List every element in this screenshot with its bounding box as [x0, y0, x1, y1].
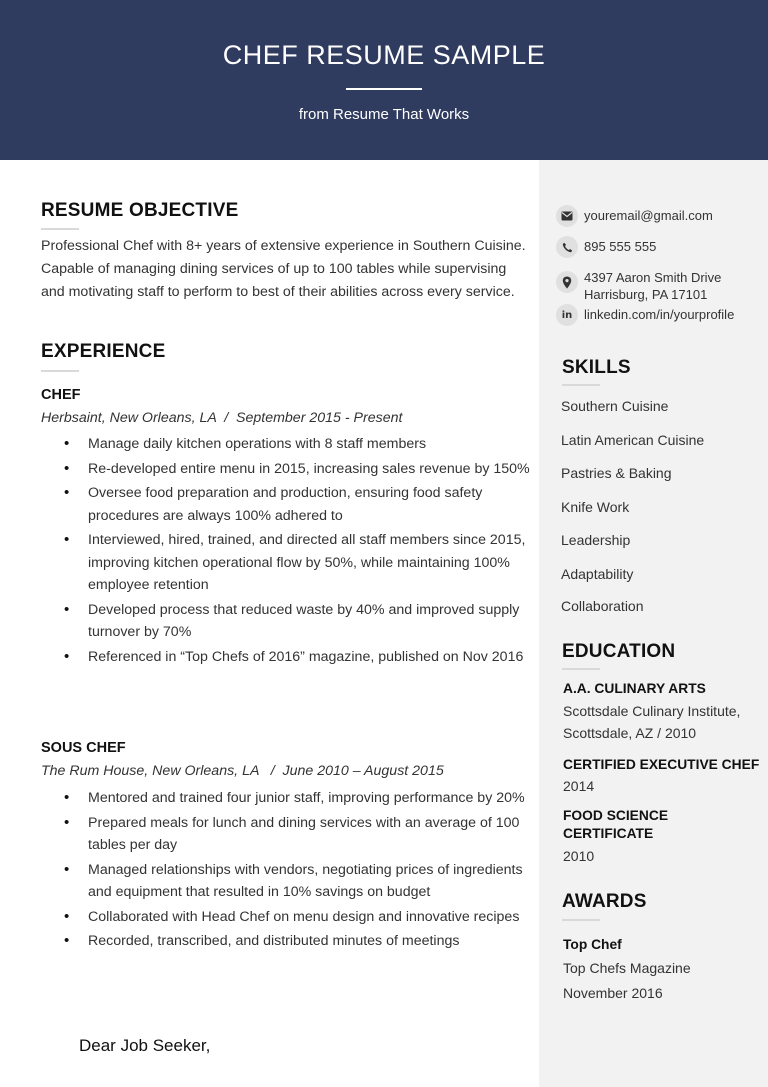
bullet-item: • Oversee food preparation and production, ensuring food safety procedures are always 100% adhered to [42, 482, 532, 527]
envelope-icon [556, 205, 578, 227]
job-title: SOUS CHEF [41, 740, 126, 756]
bullet-item: • Referenced in “Top Chefs of 2016” magazine, published on Nov 2016 [42, 646, 532, 669]
phone-icon [556, 236, 578, 258]
objective-line: Capable of managing dining services of up to 100 tables while supervising [41, 261, 507, 277]
award-line: November 2016 [563, 985, 663, 1001]
job-bullets [42, 433, 532, 670]
contact-phone [556, 236, 656, 258]
education-title: CERTIFIED EXECUTIVE CHEF [563, 757, 760, 772]
education-title [563, 807, 668, 843]
email-text: youremail@gmail.com [584, 208, 713, 223]
skill-item: Leadership [561, 532, 631, 548]
page-title: CHEF RESUME SAMPLE [222, 40, 546, 70]
objective-text [41, 235, 531, 304]
experience-heading: EXPERIENCE [41, 341, 166, 362]
title-divider [346, 88, 422, 90]
contact-linkedin [556, 304, 734, 326]
skill-item: Adaptability [561, 566, 634, 582]
objective-line: Professional Chef with 8+ years of extensive experience in Southern Cuisine. [41, 238, 526, 254]
bullet-item: • Interviewed, hired, trained, and directed all staff members since 2015, improving kitchen operational flow by 50%, while maintaining 100% employee retention [42, 529, 532, 597]
education-line: Scottsdale Culinary Institute, [563, 703, 741, 719]
skills-underline [562, 384, 600, 386]
bullet-item: • Recorded, transcribed, and distributed minutes of meetings [42, 930, 532, 953]
phone-text: 895 555 555 [584, 239, 657, 254]
address-line: 4397 Aaron Smith Drive [584, 270, 722, 285]
education-title-line: FOOD SCIENCE [563, 808, 669, 823]
address-line: Harrisburg, PA 17101 [584, 287, 708, 302]
bullet-item: • Managed relationships with vendors, negotiating prices of ingredients and equipment that resulted in 10% savings on budget [42, 859, 532, 904]
map-pin-icon [556, 271, 578, 293]
education-heading: EDUCATION [562, 641, 676, 662]
education-title: A.A. CULINARY ARTS [563, 681, 706, 696]
page-subtitle: from Resume That Works [298, 106, 470, 123]
awards-heading: AWARDS [562, 891, 647, 912]
award-title: Top Chef [563, 937, 622, 952]
objective-heading: RESUME OBJECTIVE [41, 200, 239, 221]
skill-item: Latin American Cuisine [561, 432, 705, 448]
award-line: Top Chefs Magazine [563, 960, 691, 976]
bullet-item: • Manage daily kitchen operations with 8 staff members [42, 433, 532, 456]
bullet-item: • Prepared meals for lunch and dining services with an average of 100 tables per day [42, 812, 532, 857]
job-meta: The Rum House, New Orleans, LA / June 2010 – August 2015 [41, 763, 444, 779]
objective-underline [41, 228, 79, 230]
bullet-item: • Collaborated with Head Chef on menu design and innovative recipes [42, 906, 532, 929]
skill-item: Knife Work [561, 499, 630, 515]
linkedin-text: linkedin.com/in/yourprofile [584, 307, 735, 322]
award-detail [563, 956, 691, 1006]
skill-item: Collaboration [561, 598, 644, 614]
skills-heading: SKILLS [562, 357, 631, 378]
awards-underline [562, 919, 600, 921]
job-title: CHEF [41, 387, 81, 403]
education-line: Scottsdale, AZ / 2010 [563, 725, 697, 741]
objective-line: and motivating staff to perform to best of their abilities across every service. [41, 284, 515, 300]
header-banner [0, 0, 768, 160]
skill-item: Southern Cuisine [561, 398, 669, 414]
education-underline [562, 668, 600, 670]
education-title-line: CERTIFICATE [563, 826, 654, 841]
experience-underline [41, 370, 79, 372]
job-bullets [42, 787, 532, 955]
bullet-item: • Developed process that reduced waste by 40% and improved supply turnover by 70% [42, 599, 532, 644]
bullet-item: • Re-developed entire menu in 2015, increasing sales revenue by 150% [42, 458, 532, 481]
contact-address [556, 269, 721, 303]
bullet-item: • Mentored and trained four junior staff, improving performance by 20% [42, 787, 532, 810]
address-text [584, 269, 721, 303]
job-meta: Herbsaint, New Orleans, LA / September 2015 - Present [41, 410, 403, 426]
education-detail [563, 700, 740, 744]
education-line: 2010 [563, 848, 595, 864]
contact-email [556, 205, 713, 227]
closing-greeting: Dear Job Seeker, [79, 1036, 211, 1055]
education-line: 2014 [563, 778, 595, 794]
linkedin-icon [556, 304, 578, 326]
skill-item: Pastries & Baking [561, 465, 672, 481]
linkedin-glyph: in [561, 309, 573, 321]
